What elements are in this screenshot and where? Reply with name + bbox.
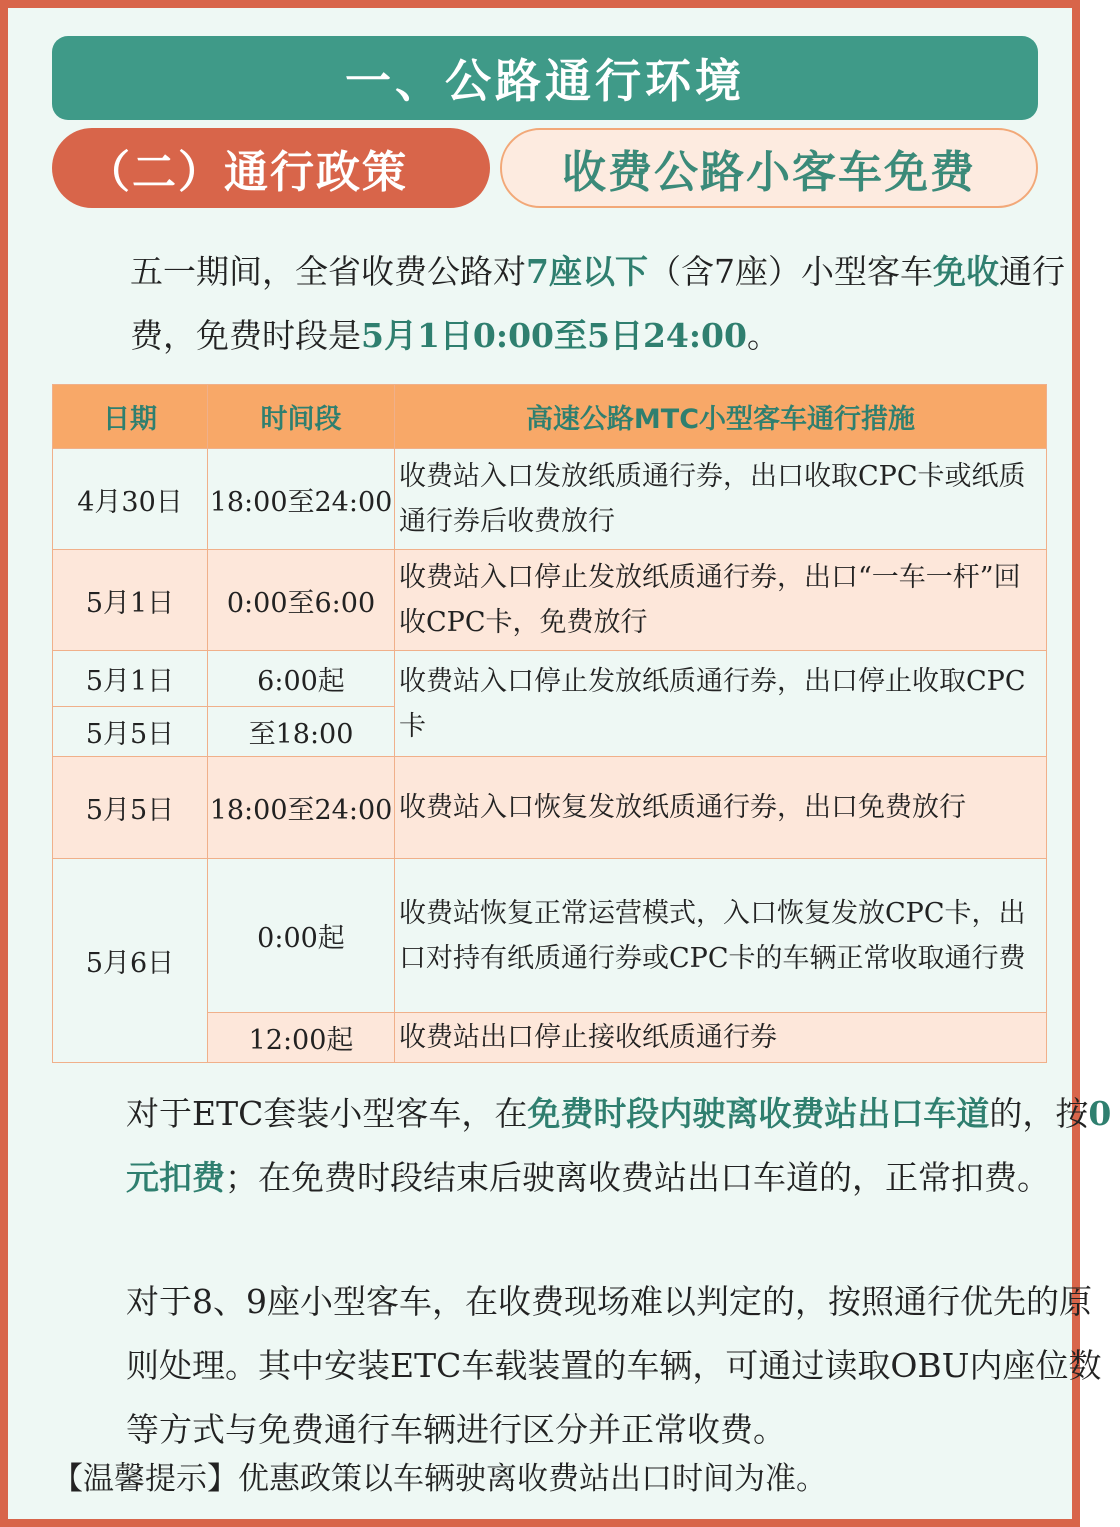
cell-time: 至18:00 bbox=[208, 707, 395, 757]
intro-highlight-seats: 7座以下 bbox=[526, 252, 648, 291]
cell-date: 5月1日 bbox=[53, 651, 208, 707]
cell-time: 0:00起 bbox=[208, 859, 395, 1013]
header-measure: 高速公路MTC小型客车通行措施 bbox=[395, 385, 1047, 449]
cell-date: 4月30日 bbox=[53, 449, 208, 550]
cell-time: 12:00起 bbox=[208, 1013, 395, 1063]
warm-tip: 【温馨提示】优惠政策以车辆驶离收费站出口时间为准。 bbox=[52, 1461, 827, 1497]
mtc-measures-table bbox=[52, 384, 1047, 1063]
table-row bbox=[53, 449, 1047, 550]
seats-paragraph: 对于8、9座小型客车，在收费现场难以判定的，按照通行优先的原则处理。其中安装ETC车载装置的车辆，可通过读取OBU内座位数等方式与免费通行车辆进行区分并正常收费。 bbox=[126, 1282, 1102, 1449]
subsection-pill bbox=[52, 128, 490, 208]
table-row bbox=[53, 550, 1047, 651]
table-row bbox=[53, 651, 1047, 707]
topic-label: 收费公路小客车免费 bbox=[562, 147, 976, 198]
header-date: 日期 bbox=[53, 385, 208, 449]
etc-highlight-exit: 免费时段内驶离收费站出口车道 bbox=[527, 1094, 990, 1133]
section-title-banner bbox=[52, 36, 1038, 120]
cell-date: 5月5日 bbox=[53, 707, 208, 757]
cell-measure: 收费站入口停止发放纸质通行券，出口停止收取CPC卡 bbox=[395, 651, 1047, 757]
cell-measure: 收费站入口停止发放纸质通行券，出口“一车一杆”回收CPC卡，免费放行 bbox=[395, 550, 1047, 651]
table-row bbox=[53, 859, 1047, 1013]
table-header-row bbox=[53, 385, 1047, 449]
cell-date: 5月5日 bbox=[53, 757, 208, 859]
intro-text-2: （含7座）小型客车 bbox=[647, 252, 933, 291]
cell-date: 5月6日 bbox=[53, 859, 208, 1063]
topic-pill bbox=[500, 128, 1038, 208]
cell-measure: 收费站入口发放纸质通行券，出口收取CPC卡或纸质通行券后收费放行 bbox=[395, 449, 1047, 550]
subsection-label: （二）通行政策 bbox=[86, 147, 408, 198]
table-row bbox=[53, 757, 1047, 859]
cell-measure: 收费站恢复正常运营模式，入口恢复发放CPC卡，出口对持有纸质通行券或CPC卡的车辆正常收取通行费 bbox=[395, 859, 1047, 1013]
cell-time: 18:00至24:00 bbox=[208, 757, 395, 859]
etc-text-3: ；在免费时段结束后驶离收费站出口车道的，正常扣费。 bbox=[225, 1158, 1050, 1197]
intro-highlight-period: 5月1日0:00至5日24:00 bbox=[361, 316, 747, 355]
cell-time: 18:00至24:00 bbox=[208, 449, 395, 550]
intro-text-3: 通行费，免费时段是 bbox=[130, 252, 1065, 355]
intro-text-4: 。 bbox=[746, 316, 780, 355]
etc-text-1: 对于ETC套装小型客车，在 bbox=[126, 1094, 528, 1133]
etc-text-2: 的，按 bbox=[989, 1094, 1089, 1133]
cell-measure: 收费站入口恢复发放纸质通行券，出口免费放行 bbox=[395, 757, 1047, 859]
cell-time: 0:00至6:00 bbox=[208, 550, 395, 651]
etc-highlight-zero-fee: 0元扣费 bbox=[126, 1094, 1112, 1197]
cell-time: 6:00起 bbox=[208, 651, 395, 707]
cell-date: 5月1日 bbox=[53, 550, 208, 651]
intro-paragraph bbox=[58, 240, 1120, 368]
cell-measure: 收费站出口停止接收纸质通行券 bbox=[395, 1013, 1047, 1063]
header-time: 时间段 bbox=[208, 385, 395, 449]
intro-text-1: 五一期间，全省收费公路对 bbox=[130, 252, 526, 291]
etc-paragraph bbox=[54, 1082, 1114, 1210]
intro-highlight-free: 免收 bbox=[932, 252, 999, 291]
section-title: 一、公路通行环境 bbox=[345, 54, 745, 108]
